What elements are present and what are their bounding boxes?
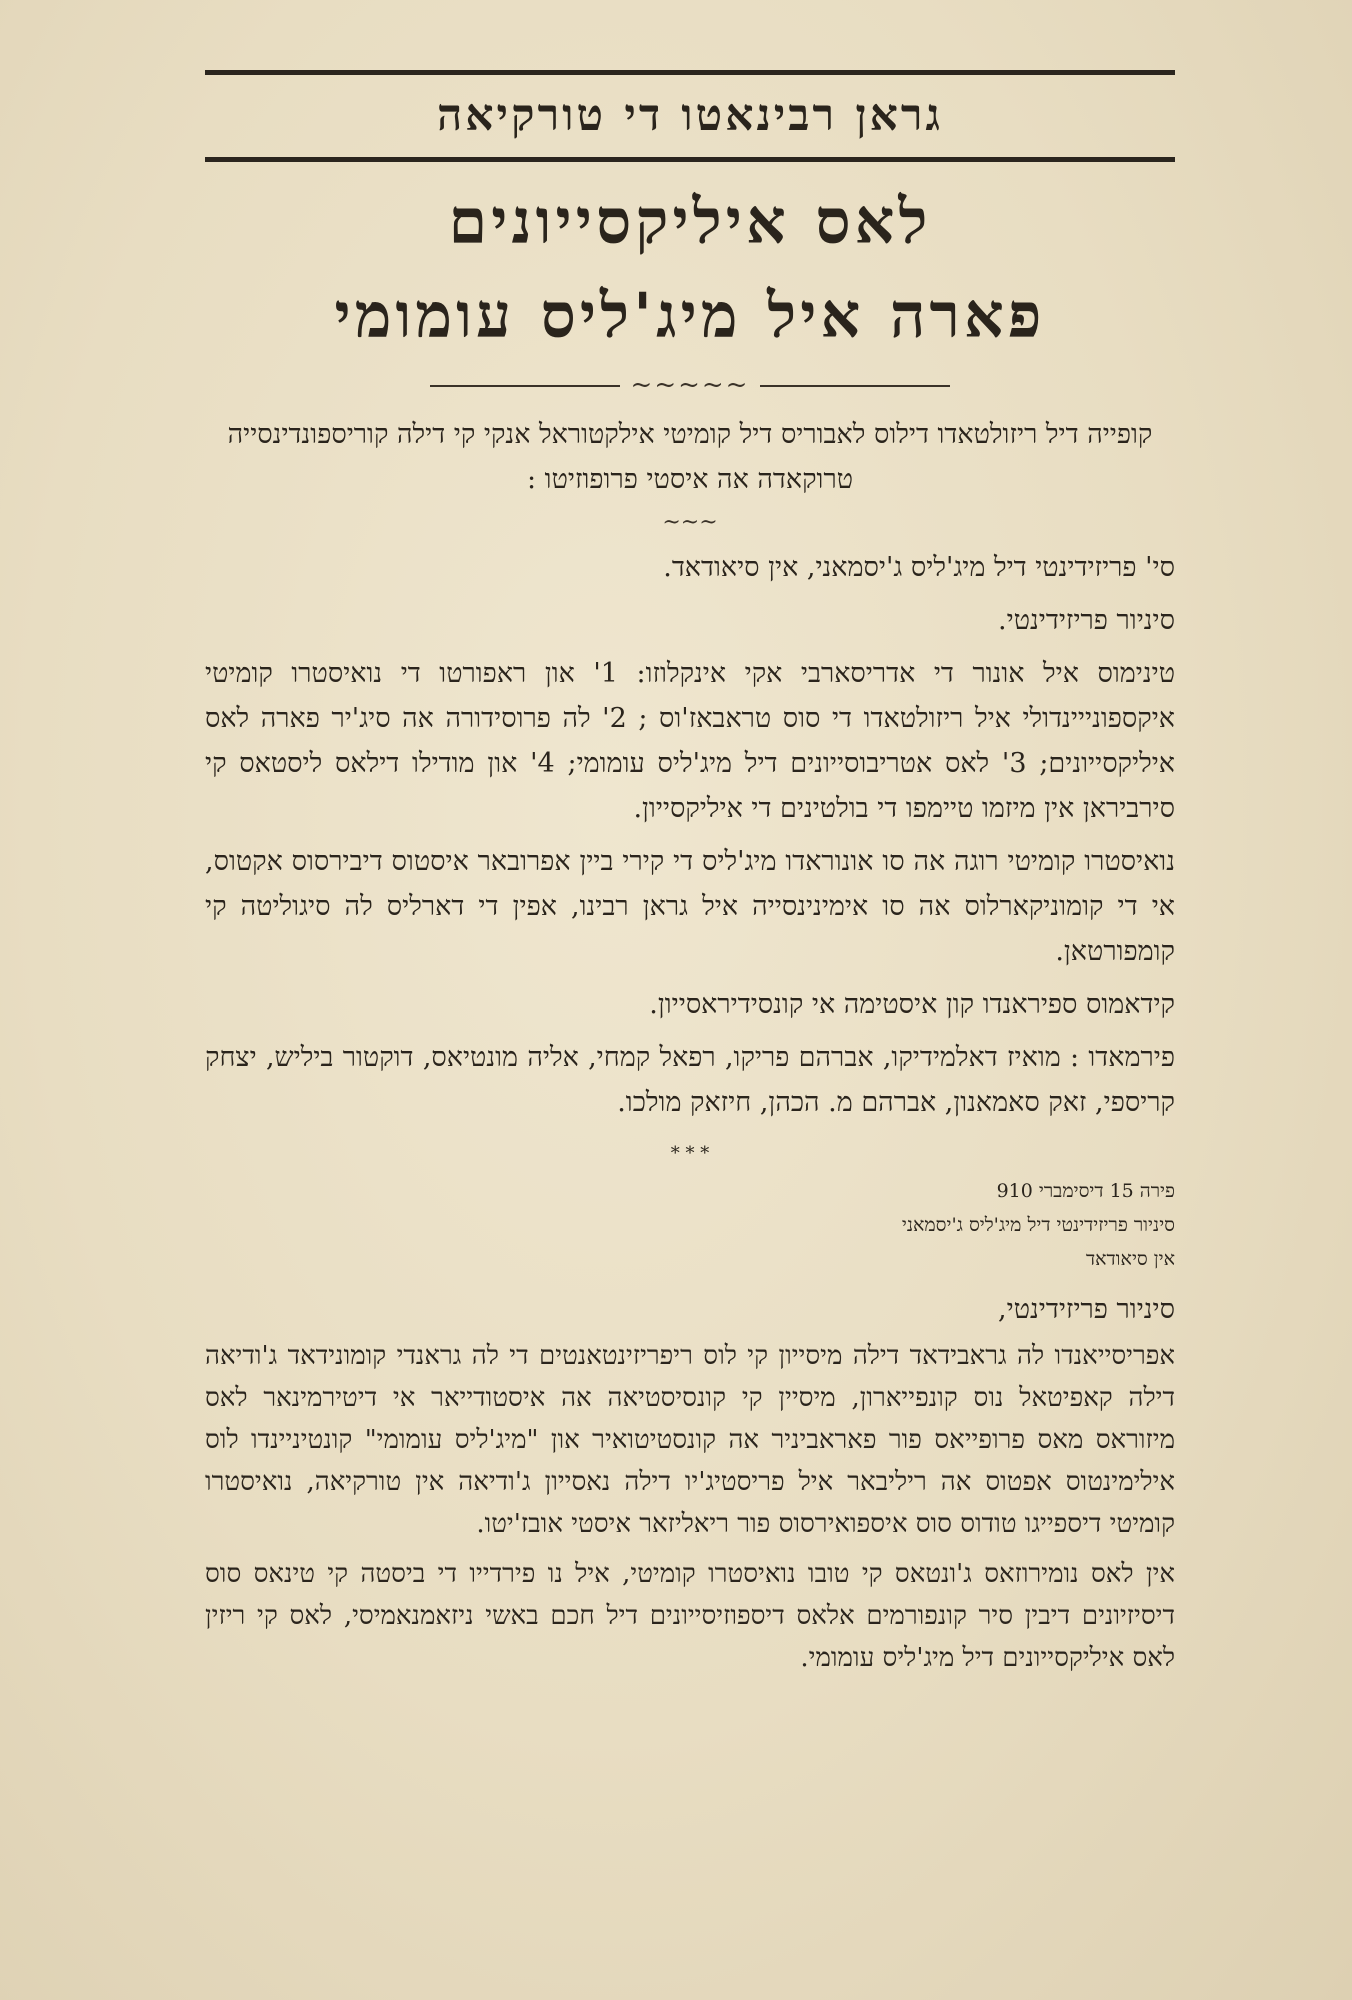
letter-salutation: סיניור פריזידינטי,	[998, 1294, 1175, 1326]
report-addressee: סי' פריזידינטי דיל מיג'ליס ג'יסמאני, אין סיאודאד.	[663, 552, 1175, 584]
report-closing: קידאמוס ספיראנדו קון איסטימה אי קונסידיראסייון.	[649, 989, 1175, 1021]
masthead: גראן רבינאטו די טורקיאה	[436, 90, 944, 141]
section-stars: * * *	[670, 1143, 710, 1165]
letter-paragraph-2: אין לאס נומירוזאס ג'ונטאס קי טובו נואיסטרו קומיטי, איל נו פירדייו די ביסטה קי טינאס סוס דיסיזיונים דיבין סיר קונפורמים אלאס דיספוזיסייונים דיל חכם באשי ניזאמנאמיסי, לאס קי ריזין לאס איליקסייונים דיל מיג'ליס עומומי.	[205, 1559, 1175, 1674]
report-paragraph-1: טינימוס איל אונור די אדריסארבי אקי אינקלוזו: 1' און ראפורטו די נואיסטרו קומיטי איקספונייינדולי איל ריזולטאדו די סוס טראבאז'וס ; 2' לה פרוסידורה אה סיג'יר פארה לאס איליקסייונים; 3' לאס אטריבוסייונים דיל מיג'ליס עומומי; 4' און מודילו דילאס ליסטאס קי סירביראן אין מיזמו טיימפו די בולטינים די איליקסייון.	[205, 658, 1175, 825]
report-paragraph-2: נואיסטרו קומיטי רוגה אה סו אונוראדו מיג'ליס די קירי ביין אפרובאר איסטוס דיבירסוס אקטוס, אי די קומוניקארלוס אה סו אימינינסייה איל גראן רבינו, אפין די דארליס לה סיגוליטה קי קומפורטאן.	[205, 846, 1175, 968]
report-signatures: פירמאדו : מואיז דאלמידיקו, אברהם פריקו, רפאל קמחי, אליה מונטיאס, דוקטור ביליש, יצחק קריספי, זאק סאמאנון, אברהם מ. הכהן, חיזאק מולכו.	[205, 1042, 1175, 1119]
title-line-1: לאס איליקסייונים	[448, 185, 932, 258]
title-line-2: פארה איל מיג'ליס עומומי	[334, 279, 1046, 353]
ornament-line-left	[430, 385, 620, 387]
document-content	[205, 70, 1175, 1970]
letter-city: אין סיאודאד	[1086, 1248, 1175, 1271]
intro-paragraph: קופייה דיל ריזולטאדו דילוס לאבוריס דיל קומיטי אילקטוראל אנקי קי דילה קוריספונדינסייה טרוקאדה אה איסטי פרופוזיטו :	[227, 419, 1153, 496]
ornament-divider	[205, 370, 1175, 400]
report-salutation: סיניור פריזידינטי.	[998, 605, 1175, 637]
small-ornament: ~~~	[662, 510, 718, 536]
masthead-rule	[205, 157, 1175, 162]
letter-date: פירה 15 דיסימברי 910	[996, 1180, 1175, 1203]
ornament-flourish: ~~~~~	[630, 370, 750, 401]
letter-paragraph-1: אפריסייאנדו לה גראבידאד דילה מיסייון קי לוס ריפריזינטאנטים די לה גראנדי קומונידאד ג'ודיאה דילה קאפיטאל נוס קונפייארון, מיסיין קי קונסיסטיאה אה איסטודייאר אי דיטירמינאר לאס מיזוראס מאס פרופייאס פור פאראביניר אה קונסטיטואיר און "מיג'ליס עומומי" קונטיניינדו לוס אילימינטוס אפטוס אה ריליבאר איל פריסטיג'יו דילה נאסייון ג'ודיאה אין טורקיאה, נואיסטרו קומיטי דיספייגו טודוס סוס איספואירסוס פור ריאליזאר איסטי אובז'יטו.	[205, 1341, 1175, 1540]
letter-addressee: סיניור פריזידינטי דיל מיג'ליס ג'יסמאני	[901, 1214, 1175, 1237]
ornament-line-right	[760, 385, 950, 387]
